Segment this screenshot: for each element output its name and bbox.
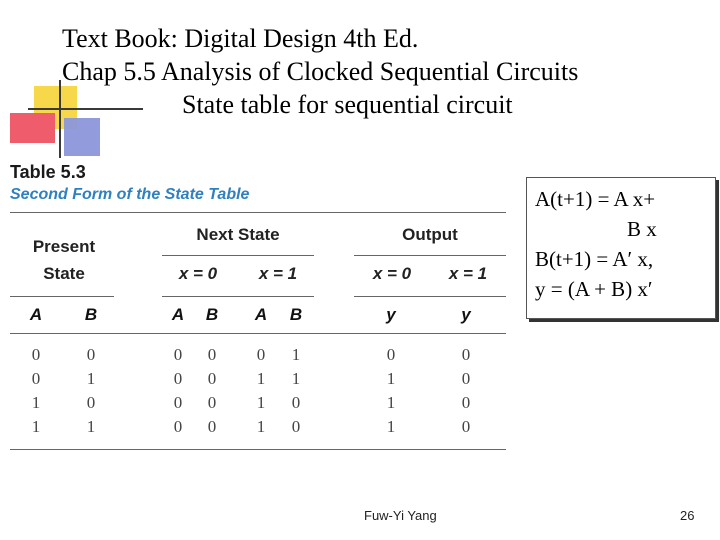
col-header-output-x1-y: y <box>461 305 471 324</box>
col-header-next-x0-b: B <box>205 305 219 324</box>
title-line-3: State table for sequential circuit <box>182 90 513 119</box>
cell: 0 <box>207 417 217 436</box>
cell: 0 <box>461 345 471 364</box>
cell: 0 <box>256 345 266 364</box>
cell: 1 <box>291 369 301 388</box>
col-header-next-x1-a: A <box>254 305 268 324</box>
equation-a-next-line1: A(t+1) = A x+ <box>535 187 656 211</box>
output-x1-header: x = 1 <box>448 264 488 283</box>
subheader-rule-output <box>354 255 506 256</box>
present-state-header-line2: State <box>43 264 85 283</box>
output-rule <box>354 296 506 297</box>
cell: 1 <box>256 393 266 412</box>
col-header-present-a: A <box>29 305 43 324</box>
cell: 0 <box>386 345 396 364</box>
col-header-present-b: B <box>84 305 98 324</box>
cell: 0 <box>173 393 183 412</box>
cell: 1 <box>256 417 266 436</box>
cell: 1 <box>31 417 41 436</box>
cell: 1 <box>256 369 266 388</box>
title-line-1: Text Book: Digital Design 4th Ed. <box>62 24 419 53</box>
next-state-rule <box>162 296 314 297</box>
cell: 0 <box>173 369 183 388</box>
cell: 0 <box>461 393 471 412</box>
column-header-rule <box>10 333 506 334</box>
logo-vertical-line <box>59 80 61 158</box>
logo-blue-square <box>64 118 100 156</box>
logo-red-square <box>10 113 55 143</box>
cell: 0 <box>207 393 217 412</box>
cell: 1 <box>86 369 96 388</box>
equation-output-y: y = (A + B) x′ <box>535 277 653 301</box>
cell: 1 <box>86 417 96 436</box>
table-top-rule <box>10 212 506 213</box>
cell: 0 <box>461 369 471 388</box>
cell: 0 <box>291 393 301 412</box>
table-bottom-rule <box>10 449 506 450</box>
cell: 1 <box>386 393 396 412</box>
cell: 1 <box>31 393 41 412</box>
output-x0-header: x = 0 <box>372 264 412 283</box>
present-state-rule <box>10 296 114 297</box>
cell: 0 <box>31 345 41 364</box>
logo-horizontal-line <box>28 108 143 110</box>
col-header-next-x1-b: B <box>289 305 303 324</box>
cell: 0 <box>86 393 96 412</box>
equation-b-next: B(t+1) = A′ x, <box>535 247 654 271</box>
footer-author: Fuw-Yi Yang <box>364 508 437 523</box>
present-state-header-line1: Present <box>32 237 96 256</box>
cell: 0 <box>86 345 96 364</box>
col-header-next-x0-a: A <box>171 305 185 324</box>
equation-a-next-line2: B x <box>627 217 657 241</box>
next-state-x0-header: x = 0 <box>178 264 218 283</box>
table-caption-number: Table 5.3 <box>10 162 86 182</box>
output-header: Output <box>402 225 458 244</box>
cell: 0 <box>173 417 183 436</box>
cell: 0 <box>291 417 301 436</box>
cell: 0 <box>31 369 41 388</box>
cell: 0 <box>461 417 471 436</box>
page-number: 26 <box>680 508 695 523</box>
cell: 1 <box>386 369 396 388</box>
next-state-header: Next State <box>196 225 280 244</box>
cell: 0 <box>173 345 183 364</box>
table-caption-title: Second Form of the State Table <box>10 186 250 203</box>
cell: 0 <box>207 345 217 364</box>
cell: 1 <box>291 345 301 364</box>
cell: 0 <box>207 369 217 388</box>
next-state-x1-header: x = 1 <box>258 264 298 283</box>
subheader-rule-next-state <box>162 255 314 256</box>
title-line-2: Chap 5.5 Analysis of Clocked Sequential Circuits <box>62 57 579 86</box>
cell: 1 <box>386 417 396 436</box>
col-header-output-x0-y: y <box>386 305 396 324</box>
equations-box <box>526 177 716 319</box>
